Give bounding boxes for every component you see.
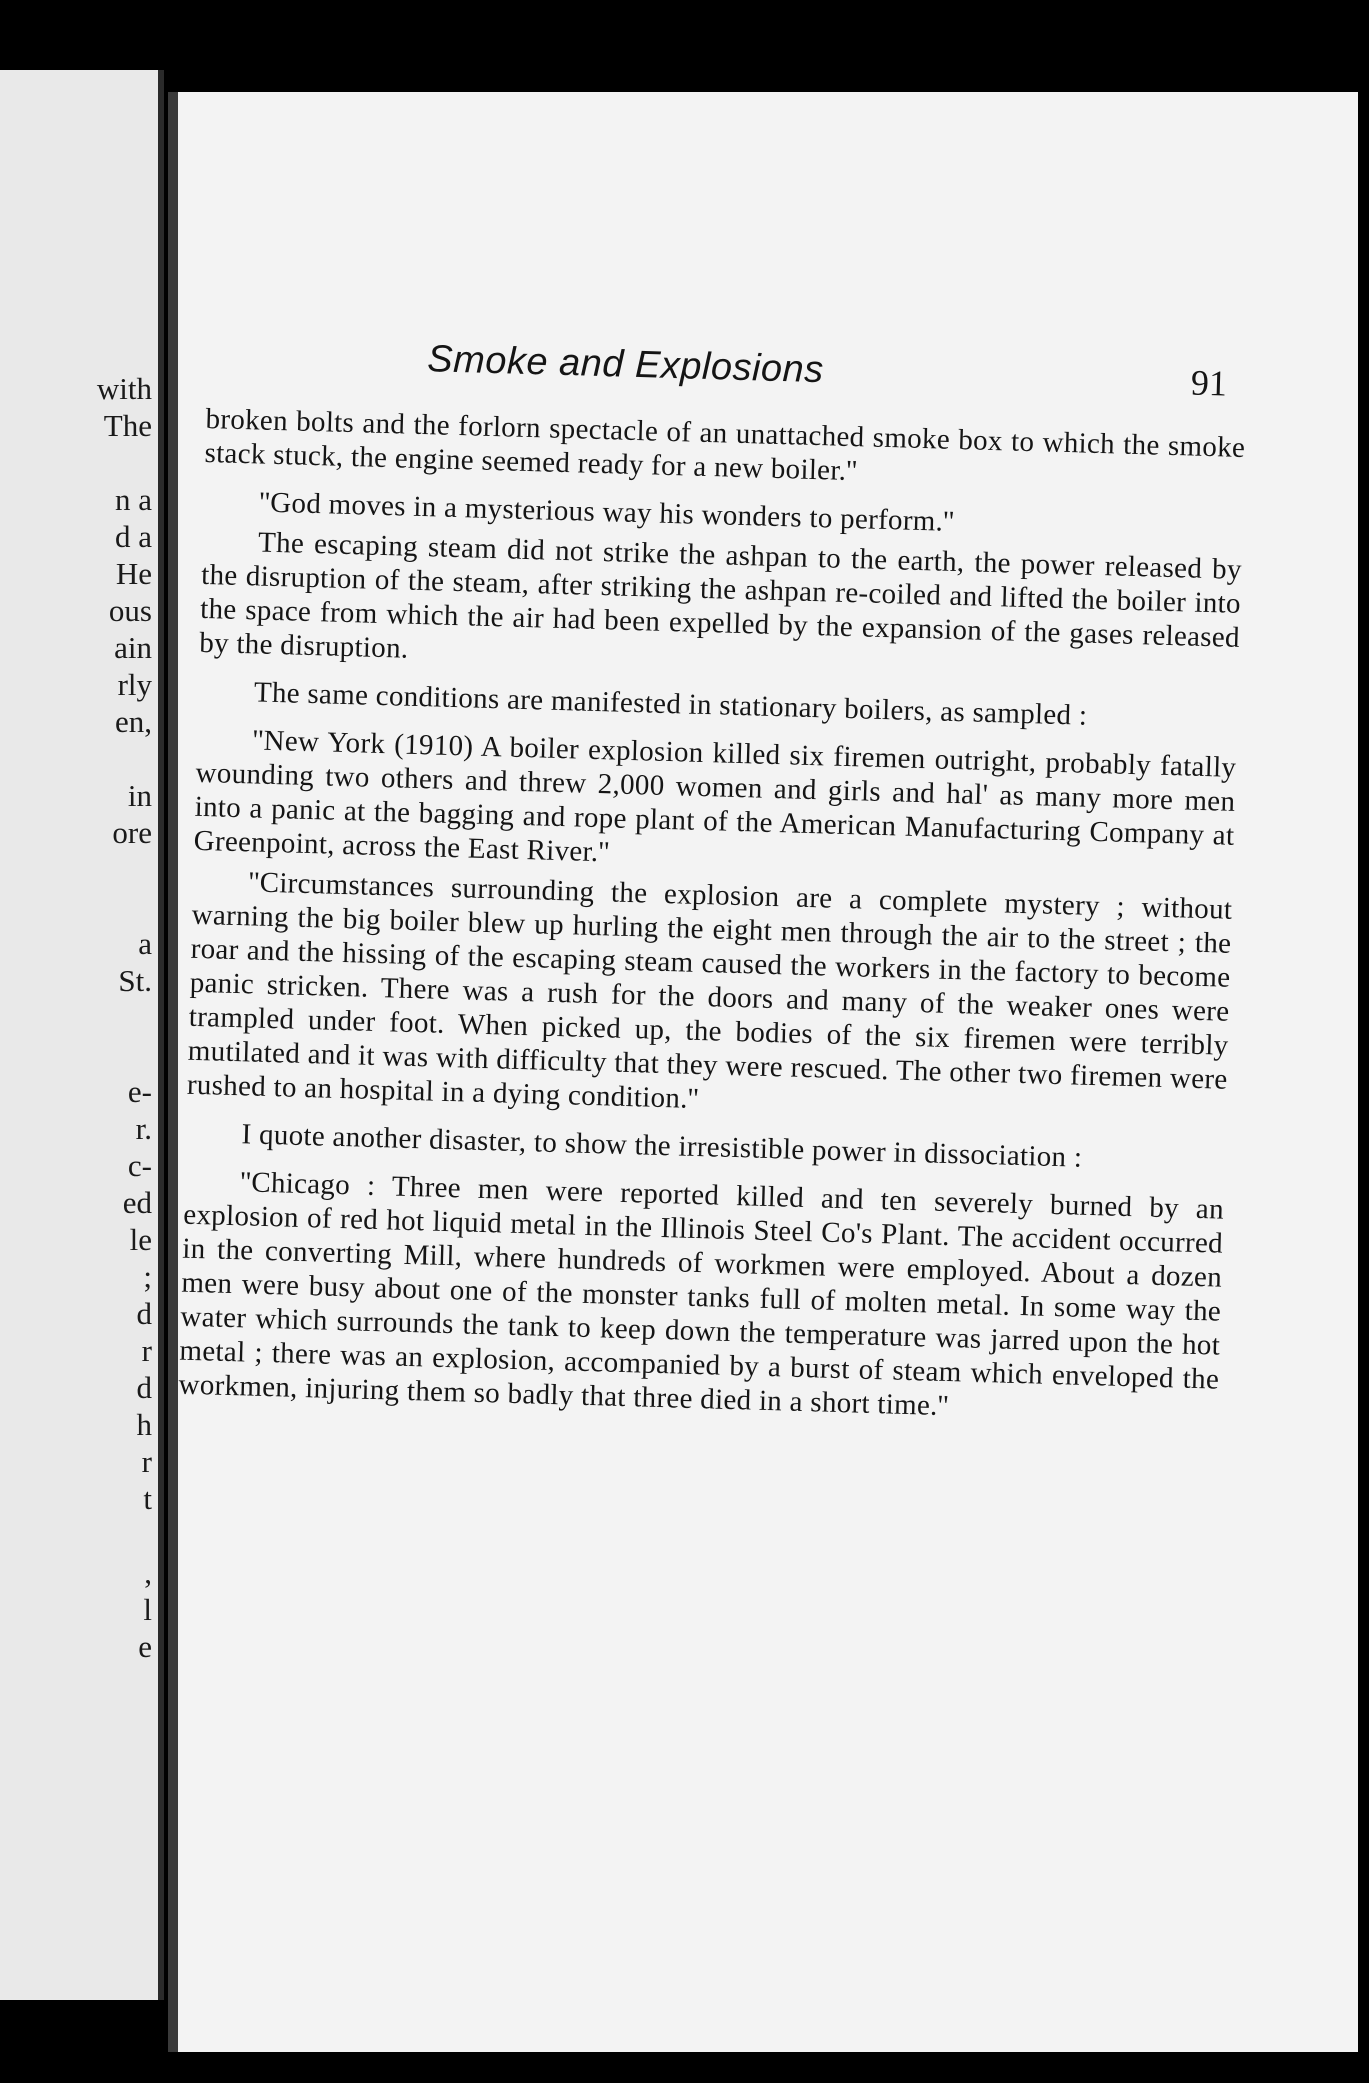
left-page-fragment: d a bbox=[114, 519, 152, 554]
left-page-fragment: n a bbox=[114, 482, 152, 517]
paragraph: broken bolts and the forlorn spectacle of an unattached smoke box to which the smoke stack stuck, the engine seemed ready for a new boiler.'' bbox=[204, 402, 1246, 488]
left-page-fragment: d bbox=[136, 1370, 152, 1405]
left-page-fragment: e- bbox=[127, 1074, 152, 1109]
left-page-fragment: h bbox=[136, 1407, 152, 1442]
left-page-fragment bbox=[97, 740, 152, 777]
left-page-fragment: e bbox=[138, 1629, 152, 1664]
paragraph: ''Chicago : Three men were reported killed and ten severely burned by an explosion of red hot liquid metal in the Illinois Steel Co's Plant. The accident occurred in the converting Mill, where hundreds of workmen were employed. About a dozen men were busy about one of the monster tanks full of molten metal. In some way the water which surrounds the tank to keep down the temperature was jarred upon the hot metal ; there was an explosion, accompanied by a burst of steam which enveloped the workmen, injuring them so badly that three died in a short time.'' bbox=[178, 1166, 1225, 1423]
left-page-fragment: d bbox=[136, 1296, 152, 1331]
left-page-fragment: t bbox=[143, 1481, 152, 1516]
page-content bbox=[178, 332, 1248, 1437]
left-page-fragment bbox=[97, 444, 152, 481]
left-page-fragment: r bbox=[141, 1444, 152, 1479]
left-page-fragment: in bbox=[127, 778, 152, 813]
left-page-fragment: r. bbox=[135, 1111, 152, 1146]
left-page-fragment bbox=[97, 999, 152, 1036]
left-page-edge bbox=[0, 70, 164, 2000]
left-page-fragment: r bbox=[141, 1333, 152, 1368]
left-page-fragment: with bbox=[96, 371, 152, 406]
body-text bbox=[178, 402, 1246, 1431]
left-page-fragment: le bbox=[129, 1222, 152, 1257]
paragraph: The same conditions are manifested in stationary boilers, as sampled : bbox=[253, 676, 1088, 732]
left-page-fragment bbox=[97, 851, 152, 888]
left-page-fragment: ; bbox=[143, 1259, 152, 1294]
left-page-fragment: The bbox=[103, 408, 152, 443]
left-page-text-fragments bbox=[97, 370, 152, 1665]
left-page-fragment: ain bbox=[114, 630, 152, 665]
left-page-fragment: a bbox=[138, 926, 152, 961]
paragraph: I quote another disaster, to show the irresistible power in dissociation : bbox=[241, 1118, 1083, 1174]
left-page-fragment bbox=[97, 1036, 152, 1073]
left-page-fragment bbox=[97, 1517, 152, 1554]
left-page-fragment: ed bbox=[122, 1185, 152, 1220]
book-page bbox=[168, 92, 1358, 2052]
page-number: 91 bbox=[1190, 362, 1228, 404]
left-page-fragment bbox=[97, 888, 152, 925]
left-page-fragment: c- bbox=[127, 1148, 152, 1183]
paragraph: The escaping steam did not strike the ashpan to the earth, the power released by the disruption of the steam, after striking the ashpan re-coiled and lifted the boiler into the space from which the air had been expelled by the expansion of the gases released by the disruption. bbox=[198, 526, 1243, 665]
left-page-fragment: ous bbox=[108, 593, 152, 628]
left-page-fragment: l bbox=[143, 1592, 152, 1627]
left-page-fragment: en, bbox=[114, 704, 152, 739]
left-page-fragment: St. bbox=[118, 963, 152, 998]
left-page-fragment: , bbox=[144, 1555, 152, 1590]
paragraph: ''God moves in a mysterious way his wonders to perform.'' bbox=[258, 486, 955, 538]
left-page-fragment: rly bbox=[117, 667, 152, 702]
running-title: Smoke and Explosions bbox=[426, 338, 825, 392]
left-page-fragment: He bbox=[115, 556, 152, 591]
paragraph: ''Circumstances surrounding the explosion are a complete mystery ; without warning the big boiler blew up hurling the eight men through the air to the street ; the roar and the hissing of the escaping steam caused the workers in the factory to become panic stricken. There was a rush for the doors and many of the weaker ones were trampled under foot. When picked up, the bodies of the six firemen were terribly mutilated and it was with difficulty that they were rescued. The other two firemen were rushed to an hospital in a dying condition.'' bbox=[186, 866, 1233, 1115]
left-page-fragment: ore bbox=[112, 815, 152, 850]
paragraph: ''New York (1910) A boiler explosion killed six firemen outright, probably fatally wounding two others and threw 2,000 women and girls and hal' as many more men into a panic at the bagging and rope plant of the American Manufacturing Company at Greenpoint, across the East River.'' bbox=[193, 724, 1237, 869]
